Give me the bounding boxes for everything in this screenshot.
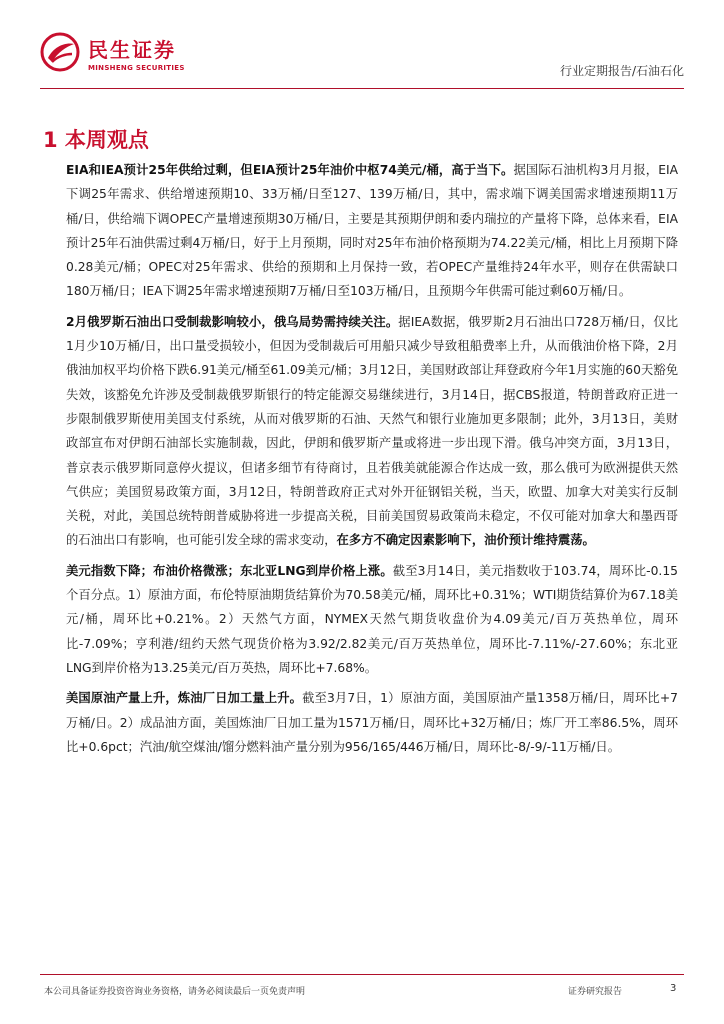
footer-divider xyxy=(40,974,684,975)
report-category: 行业定期报告/石油石化 xyxy=(559,64,684,78)
paragraph-prices xyxy=(66,559,678,680)
minsheng-logo-icon xyxy=(40,32,80,72)
page-header xyxy=(40,32,684,88)
paragraph-text: 据IEA数据，俄罗斯2月石油出口728万桶/日，仅比1月少10万桶/日，出口量受损较小，但因为受制裁后可用船只减少导致租船费率上升，从而俄油价格下降，2月俄油加权平均价格下跌6.91美元/桶至61.09美元/桶；3月12日，美国财政部让拜登政府今年1月实施的60天豁免失效，该豁免允许涉及受制裁俄罗斯银行的特定能源交易继续进行，3月14日，据CBS报道，特朗普政府正进一步限制俄罗斯使用美国支付系统，从而对俄罗斯的石油、天然气和银行业施加更多限制；此外，3月13日，美财政部宣布对伊朗石油部长实施制裁，因此，伊朗和俄罗斯产量或将进一步出现下滑。俄乌冲突方面，3月13日，普京表示俄罗斯同意停火提议，但诸多细节有待商讨，且若俄美就能源合作达成一致，那么俄可为欧洲提供天然气供应；美国贸易政策方面，3月12日，特朗普政府正式对外开征钢铝关税，当天，欧盟、加拿大对美实行反制关税，对此，美国总统特朗普威胁将进一步提高关税，目前美国贸易政策尚未稳定，不仅可能对加拿大和墨西哥的石油出口有影响，也可能引发全球的需求变动， xyxy=(66,314,679,548)
paragraph-lead: EIA和IEA预计25年供给过剩，但EIA预计25年油价中枢74美元/桶，高于当下。 xyxy=(66,163,514,177)
paragraph-us-production xyxy=(66,686,678,759)
footer-doc-type: 证券研究报告 xyxy=(568,987,623,997)
paragraph-text: 据国际石油机构3月月报，EIA下调25年需求、供给增速预期10、33万桶/日至127、139万桶/日，其中，需求端下调美国需求增速预期11万桶/日，供给端下调OPEC产量增速预期30万桶/日，主要是其预期伊朗和委内瑞拉的产量将下降，总体来看，EIA预计25年石油供需过剩4万桶/日，好于上月预期，同时对25年布油价格预期为74.22美元/桶，相比上月预期下降0.28美元/桶；OPEC对25年需求、供给的预期和上月保持一致，若OPEC产量维持24年水平，则存在供需缺口180万桶/日；IEA下调25年需求增速预期7万桶/日至103万桶/日，且预期今年供需可能过剩60万桶/日。 xyxy=(66,163,678,299)
paragraph-lead: 2月俄罗斯石油出口受制裁影响较小，俄乌局势需持续关注。 xyxy=(66,314,399,329)
brand-name-en: MINSHENG SECURITIES xyxy=(88,64,185,72)
report-body xyxy=(66,158,678,765)
footer-disclaimer: 本公司具备证券投资咨询业务资格，请务必阅读最后一页免责声明 xyxy=(44,987,306,997)
brand-name-cn: 民生证券 xyxy=(88,38,176,62)
header-divider xyxy=(40,88,684,89)
paragraph-text: 截至3月14日，美元指数收于103.74，周环比-0.15个百分点。1）原油方面，布伦特原油期货结算价为70.58美元/桶，周环比+0.31%；WTI期货结算价为67.18美元/桶，周环比+0.21%。2）天然气方面，NYMEX天然气期货收盘价为4.09美元/百万英热单位，周环比-7.09%；亨利港/纽约天然气现货价格为3.92/2.82美元/百万英热单位，周环比-7.11%/-27.60%；东北亚LNG到岸价格为13.25美元/百万英热，周环比+7.68%。 xyxy=(66,563,678,675)
paragraph-conclusion: 在多方不确定因素影响下，油价预计维持震荡。 xyxy=(336,533,595,548)
paragraph-lead: 美元指数下降；布油价格微涨；东北亚LNG到岸价格上涨。 xyxy=(66,563,393,578)
paragraph-text: 截至3月7日，1）原油方面，美国原油产量1358万桶/日，周环比+7万桶/日。2）成品油方面，美国炼油厂日加工量为1571万桶/日，周环比+32万桶/日；炼厂开工率86.5%，周环比+0.6pct；汽油/航空煤油/馏分燃料油产量分别为956/165/446万桶/日，周环比-8/-9/-11万桶/日。 xyxy=(66,691,678,754)
paragraph-lead: 美国原油产量上升，炼油厂日加工量上升。 xyxy=(66,691,303,706)
section-title: 1 本周观点 xyxy=(43,128,149,152)
paragraph-russia-exports xyxy=(66,310,678,553)
paragraph-supply-outlook xyxy=(66,158,678,304)
page-number: 3 xyxy=(670,983,677,994)
